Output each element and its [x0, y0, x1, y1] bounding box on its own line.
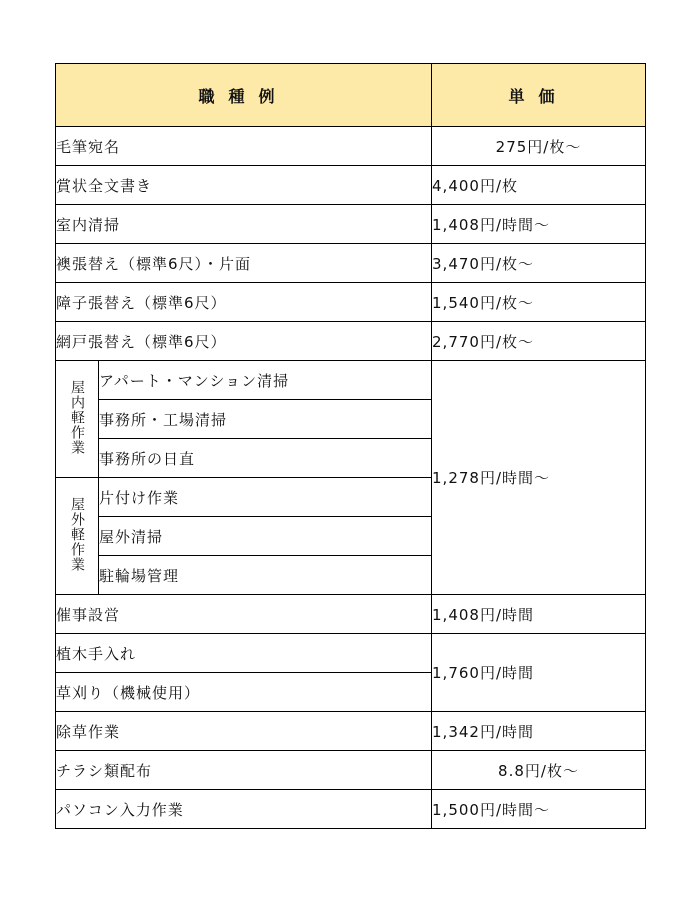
table-row	[56, 127, 646, 166]
table-row	[56, 790, 646, 829]
job-name: 障子張替え（標準6尺）	[56, 283, 432, 322]
job-name: 催事設営	[56, 595, 432, 634]
job-price: 275円/枚～	[432, 127, 646, 166]
light-work-price: 1,278円/時間～	[432, 361, 646, 595]
job-price: 8.8円/枚～	[432, 751, 646, 790]
outdoor-item: 屋外清掃	[99, 517, 432, 556]
table-row	[56, 283, 646, 322]
job-price: 2,770円/枚～	[432, 322, 646, 361]
table-row	[56, 244, 646, 283]
job-name: 室内清掃	[56, 205, 432, 244]
job-price: 1,408円/時間	[432, 595, 646, 634]
job-name: 襖張替え（標準6尺）・片面	[56, 244, 432, 283]
indoor-group-label: 屋内軽作業	[56, 361, 99, 478]
table-row	[56, 166, 646, 205]
job-column-header: 職種例	[56, 64, 432, 127]
price-table	[55, 63, 646, 829]
job-price: 1,540円/枚～	[432, 283, 646, 322]
job-price: 1,342円/時間	[432, 712, 646, 751]
job-price: 4,400円/枚	[432, 166, 646, 205]
table-row	[56, 712, 646, 751]
job-name: パソコン入力作業	[56, 790, 432, 829]
indoor-item: 事務所の日直	[99, 439, 432, 478]
job-price: 1,408円/時間～	[432, 205, 646, 244]
table-row	[56, 322, 646, 361]
job-name: 除草作業	[56, 712, 432, 751]
job-price: 3,470円/枚～	[432, 244, 646, 283]
indoor-item: 事務所・工場清掃	[99, 400, 432, 439]
indoor-item: アパート・マンション清掃	[99, 361, 432, 400]
outdoor-group-label: 屋外軽作業	[56, 478, 99, 595]
job-price: 1,500円/時間～	[432, 790, 646, 829]
job-name: 賞状全文書き	[56, 166, 432, 205]
job-name: 草刈り（機械使用）	[56, 673, 432, 712]
outdoor-item: 駐輪場管理	[99, 556, 432, 595]
job-price: 1,760円/時間	[432, 634, 646, 712]
table-row	[56, 751, 646, 790]
table-row	[56, 361, 646, 400]
table-row	[56, 595, 646, 634]
price-column-header: 単価	[432, 64, 646, 127]
job-name: 植木手入れ	[56, 634, 432, 673]
job-name: チラシ類配布	[56, 751, 432, 790]
table-row	[56, 205, 646, 244]
job-name: 網戸張替え（標準6尺）	[56, 322, 432, 361]
outdoor-item: 片付け作業	[99, 478, 432, 517]
job-name: 毛筆宛名	[56, 127, 432, 166]
table-row	[56, 634, 646, 673]
